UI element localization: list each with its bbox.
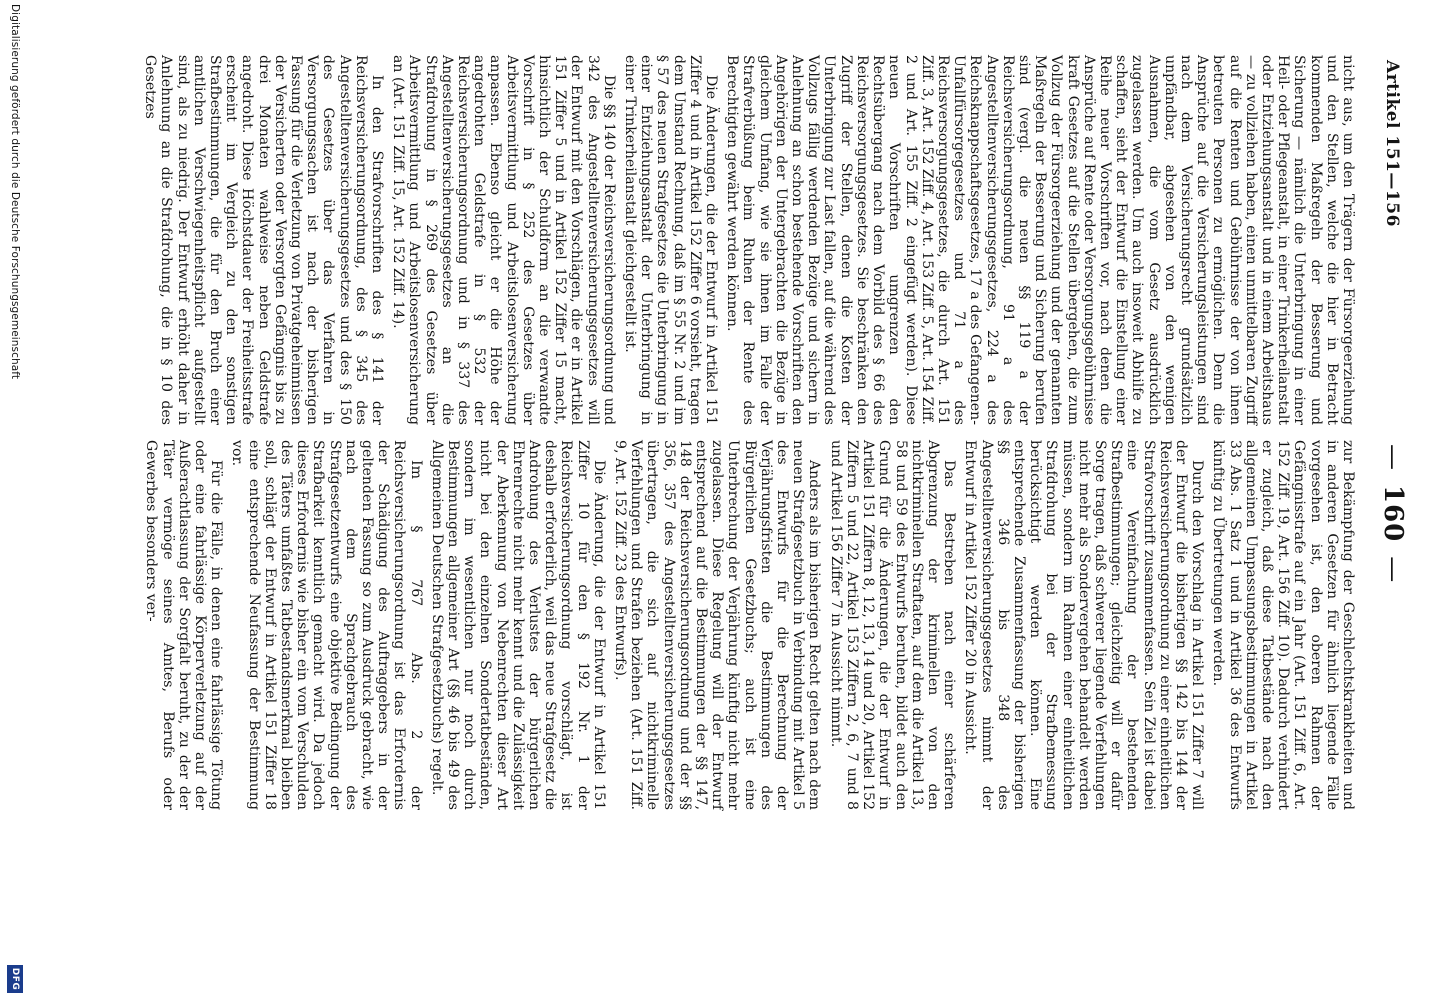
left-column <box>137 55 1356 425</box>
page-number-block: —160— <box>1378 444 1408 584</box>
digitization-note: Digitalisierung gefördert durch die Deutsche Forschungsgemeinschaft <box>9 4 21 380</box>
paragraph: Anders als im bisherigen Recht gelten nach dem neuen Strafgesetzbuch in Verbindung mit Artikel 5 des Entwurfs für die Berechnung der Verjährungsfristen die Bestimmungen des Bürgerlichen Gesetzbuchs; auch ist eine Unterbrechung der Verjährung künftig nicht mehr zugelassen. Diese Regelung will der Entwurf entsprechend auf die Bestimmungen der §§ 147, 148 der Reichsversicherungsordnung und der §§ 356, 357 des Angestelltenversicherungsgesetzes übertragen, die sich auf nichtkriminelle Verfehlungen und Strafen beziehen (Art. 151 Ziff. 9, Art. 152 Ziff. 23 des Entwurfs). <box>612 440 823 810</box>
paragraph: Im § 767 Abs. 2 der Reichsversicherungsordnung ist das Erfordernis der Schädigung des Auftraggebers in der geltenden Fassung so zum Ausdruck gebracht, wie nach dem Sprachgebrauch des Strafgesetzentwurfs eine objektive Bedingung der Strafbarkeit kenntlich gemacht wird. Da jedoch dieses Erfordernis wie bisher ein vom Verschulden des Täters umfaßtes Tatbestandsmerkmal bleiben soll, schlägt der Entwurf in Artikel 151 Ziffer 18 eine entsprechende Neufassung der Bestimmung vor. <box>229 440 424 810</box>
running-head: Artikel 151—156 <box>1382 60 1402 227</box>
paragraph: In den Strafvorschriften des § 141 der Reichsversicherungsordnung, des § 345 des Angestelltenversicherungsgesetzes und des § 150 des Gesetzes über das Verfahren in Versorgungssachen ist nach der bisherigen Fassung für die Verletzung von Privatgeheimnissen der Versicherten oder Versorgten Gefängnis bis zu drei Monaten wahlweise neben Geldstrafe angedroht. Diese Höchstdauer der Freiheitsstrafe erscheint im Vergleich zu den sonstigen Strafbestimmungen, die für den Bruch einer amtlichen Verschwiegenheitspflicht aufgestellt sind, als zu niedrig. Der Entwurf erhöht daher in Anlehnung an die Strafdrohung, die in § 10 des Gesetzes <box>142 55 386 425</box>
paragraph: Die Änderung, die der Entwurf in Artikel 151 Ziffer 10 für den § 192 Nr. 1 der Reichsversicherungsordnung vorschlägt, ist deshalb erforderlich, weil das neue Strafgesetz die Androhung des Verlustes der bürgerlichen Ehrenrechte nicht mehr kennt und die Zulässigkeit der Aberkennung von Nebenrechten dieser Art nicht bei den einzelnen Sondertatbeständen, sondern im wesentlichen nur noch durch Bestimmungen allgemeiner Art (§§ 46 bis 49 des Allgemeinen Deutschen Strafgesetzbuchs) regelt. <box>428 440 607 810</box>
digitization-footer <box>4 0 26 1000</box>
dfg-logo: DFG <box>7 965 23 993</box>
paragraph: Durch den Vorschlag in Artikel 151 Ziffer 7 will der Entwurf die bisherigen §§ 142 bis 144 der Reichsversicherungsordnung zu einer einheitlichen Strafvorschrift zusammenfassen. Sein Ziel ist dabei eine Vereinfachung der bestehenden Strafbestimmungen; gleichzeitig will er dafür Sorge tragen, daß schwerer liegende Verfehlungen nicht mehr als Sondervergehen behandelt werden müssen, sondern im Rahmen einer einheitlichen Strafdrohung bei der Strafbemessung berücksichtigt werden können. Eine entsprechende Zusammenfassung der bisherigen §§ 346 bis 348 des Angestelltenversicherungsgesetzes nimmt der Entwurf in Artikel 152 Ziffer 20 in Aussicht. <box>962 440 1206 810</box>
right-column <box>138 440 1356 810</box>
paragraph: Die §§ 140 der Reichsversicherungsordnung und 342 des Angestelltenversicherungsgesetzes will der Entwurf mit den Vorschlägen, die er in Artikel 151 Ziffer 5 und in Artikel 152 Ziffer 15 macht, hinsichtlich der Schuldform an die verwandte Vorschrift in § 252 des Gesetzes über Arbeitsvermittlung und Arbeitslosenversicherung anpassen. Ebenso gleicht er die Höhe der angedrohten Geldstrafe in § 532 der Reichsversicherungsordnung und in § 337 des Angestelltenversicherungsgesetzes an die Strafdrohung in § 269 des Gesetzes über Arbeitsvermittlung und Arbeitslosenversicherung an (Art. 151 Ziff. 15, Art. 152 Ziff. 14). <box>390 55 617 425</box>
paragraph: Das Bestreben nach einer schärferen Abgrenzung der kriminellen von den nichtkriminellen Straftaten, auf dem die Artikel 13, 58 und 59 des Entwurfs beruhen, bildet auch den Grund für die Änderungen, die der Entwurf in Artikel 151 Ziffern 8, 12, 13, 14 und 20, Artikel 152 Ziffern 5 und 22, Artikel 153 Ziffern 2, 6, 7 und 8 und Artikel 156 Ziffer 7 in Aussicht nimmt. <box>827 440 958 810</box>
page-header <box>1366 60 1406 880</box>
paragraph: zur Bekämpfung der Geschlechtskrankheiten und in anderen Gesetzen für ähnlich liegende Fälle vorgesehen ist, den oberen Rahmen der Gefängnisstrafe auf ein Jahr (Art. 151 Ziff. 6, Art. 152 Ziff. 19, Art. 156 Ziff. 10). Dadurch verhindert er zugleich, daß diese Tatbestände nach den allgemeinen Umpassungsbestimmungen in Artikel 33 Abs. 1 Satz 1 und in Artikel 36 des Entwurfs künftig zu Übertretungen werden. <box>1210 440 1356 810</box>
page-number: 160 <box>1378 485 1408 543</box>
paragraph: Für die Fälle, in denen eine fahrlässige Tötung oder eine fahrlässige Körperverletzung auf der Außerachtlassung der Sorgfalt beruht, zu der der Täter vermöge seines Amtes, Berufs oder Gewerbes besonders ver- <box>143 440 225 810</box>
paragraph: Die Änderungen, die der Entwurf in Artikel 151 Ziffer 4 und in Artikel 152 Ziffer 6 vorsieht, tragen dem Umstand Rechnung, daß im § 55 Nr. 2 und im § 57 des neuen Strafgesetzes die Unterbringung in einer Entziehungsanstalt der Unterbringung in einer Trinkerheilanstalt gleichgestellt ist. <box>622 55 720 425</box>
paragraph: nicht aus, um den Trägern der Fürsorgeerziehung und den Stellen, welche die hier in Betracht kommenden Maßregeln der Besserung und Sicherung — nämlich die Unterbringung in einer Heil- oder Pflegeanstalt, in einer Trinkerheilanstalt oder Entziehungsanstalt und in einem Arbeitshaus — zu vollziehen haben, einen unmittelbaren Zugriff auf die Renten und Gebührnisse der von ihnen betreuten Personen zu ermöglichen. Denn die Ansprüche auf die Versicherungsleistungen sind nach dem Versicherungsrecht grundsätzlich unpfändbar, abgesehen von den wenigen Ausnahmen, die vom Gesetz ausdrücklich zugelassen werden. Um auch insoweit Abhilfe zu schaffen, sieht der Entwurf die Einstellung einer Reihe neuer Vorschriften vor, nach denen die Ansprüche auf Rente oder Versorgungsgebührnisse kraft Gesetzes auf die Stellen übergehen, die zum Vollzug der Fürsorgeerziehung und der genannten Maßregeln der Besserung und Sicherung berufen sind (vergl. die neuen §§ 119 a der Reichsversicherungsordnung, 91 a des Angestelltenversicherungsgesetzes, 224 a des Reichsknappschaftsgesetzes, 17 a des Gefangenen-Unfallfürsorgegesetzes und 71 a des Reichsversorgungsgesetzes, die durch Art. 151 Ziff. 3, Art. 152 Ziff. 4, Art. 153 Ziff. 5, Art. 154 Ziff. 2 und Art. 155 Ziff. 2 eingefügt werden). Diese neuen Vorschriften umgrenzen den Rechtsübergang nach dem Vorbild des § 66 des Reichsversorgungsgesetzes. Sie beschränken den Zugriff der Stellen, denen die Kosten der Unterbringung zur Last fallen, auf die während des Vollzugs fällig werdenden Bezüge und sichern in Anlehnung an schon bestehende Vorschriften den Angehörigen der Untergebrachten die Bezüge in gleichem Umfang, wie sie ihnen im Falle der Strafverbüßung beim Ruhen der Rente des Berechtigten gewährt werden können. <box>724 55 1356 425</box>
